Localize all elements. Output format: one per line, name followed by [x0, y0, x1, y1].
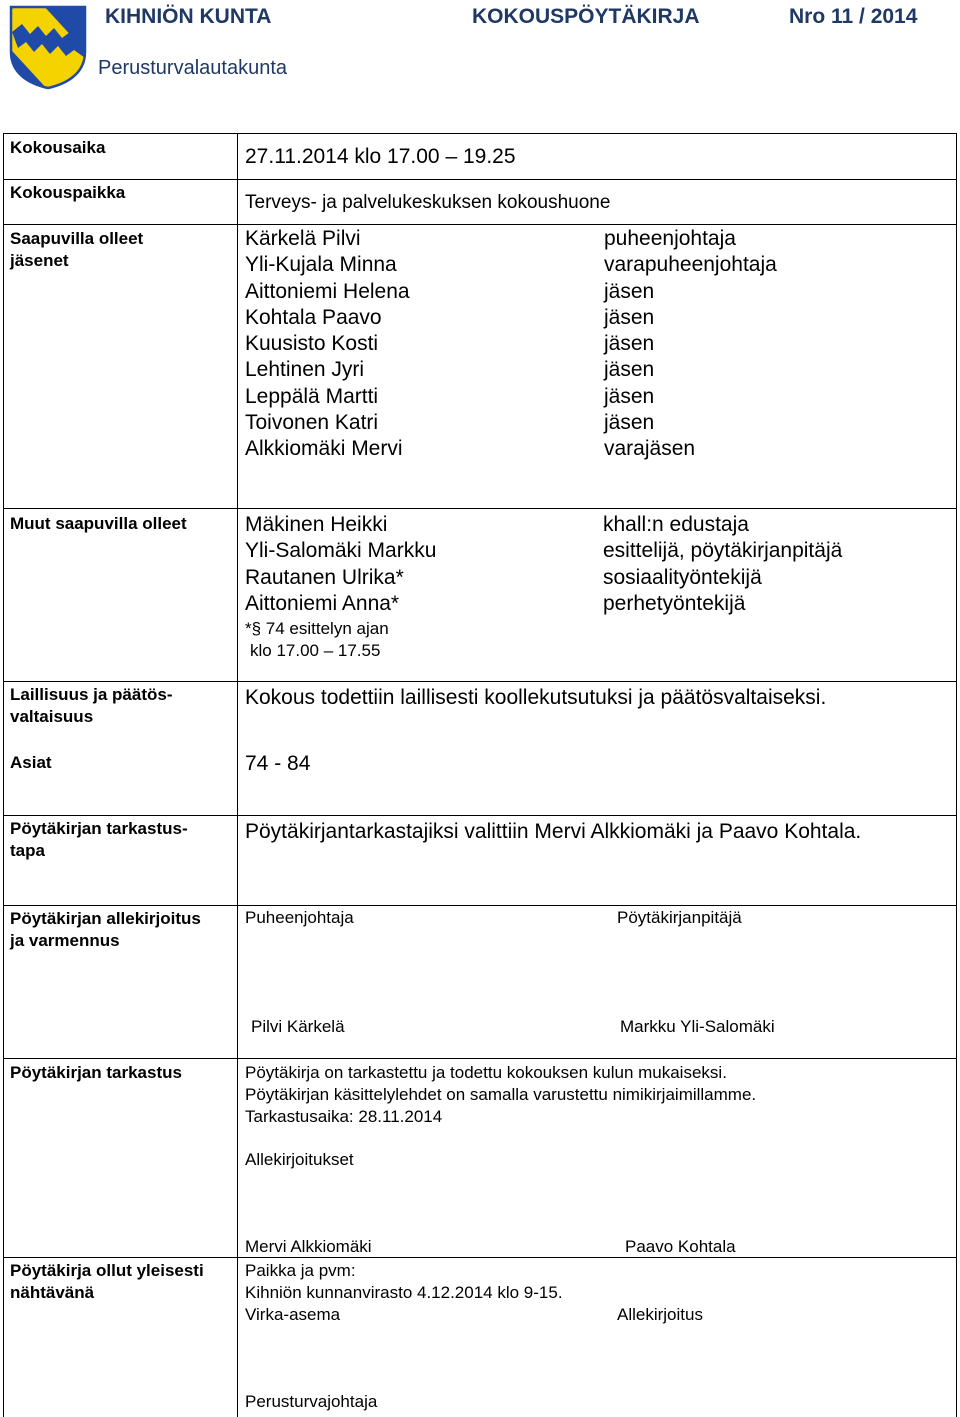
- items-value: 74 - 84: [245, 752, 311, 775]
- review-method-value: Pöytäkirjantarkastajiksi valittiin Mervi Alkkiomäki ja Paavo Kohtala.: [245, 820, 862, 843]
- review-label: Pöytäkirjan tarkastus: [10, 1063, 182, 1082]
- meeting-place-value: Terveys- ja palvelukeskuksen kokoushuone: [245, 192, 611, 213]
- place-date-value: Kihniön kunnanvirasto 4.12.2014 klo 9-15.: [245, 1283, 563, 1302]
- signer-1: Mervi Alkkiomäki: [245, 1237, 372, 1256]
- position-label: Virka-asema: [245, 1305, 341, 1324]
- list-item: jäsen: [604, 332, 655, 356]
- list-item: perhetyöntekijä: [603, 591, 746, 615]
- list-item: Alkkiomäki Mervi: [245, 437, 403, 461]
- chair-title: Puheenjohtaja: [245, 908, 354, 927]
- list-item: Kuusisto Kosti: [245, 332, 379, 356]
- list-item: Toivonen Katri: [245, 411, 379, 435]
- document-type: KOKOUSPÖYTÄKIRJA: [472, 5, 700, 28]
- position-value: Perusturvajohtaja: [245, 1392, 378, 1411]
- signer-2: Paavo Kohtala: [625, 1237, 736, 1256]
- list-item: esittelijä, pöytäkirjanpitäjä: [603, 539, 843, 563]
- list-item: varajäsen: [604, 437, 696, 461]
- members-label: Saapuvilla olleet jäsenet: [10, 229, 144, 270]
- items-label: Asiat: [10, 753, 52, 772]
- signing-label: Pöytäkirjan allekirjoitus ja varmennus: [10, 909, 201, 950]
- secretary-title: Pöytäkirjanpitäjä: [617, 908, 742, 927]
- list-item: Kärkelä Pilvi: [245, 227, 361, 250]
- secretary-name: Markku Yli-Salomäki: [620, 1017, 775, 1036]
- coat-of-arms-icon: [8, 4, 88, 90]
- meeting-time-value: 27.11.2014 klo 17.00 – 19.25: [245, 145, 516, 168]
- list-item: puheenjohtaja: [604, 227, 736, 250]
- list-item: sosiaalityöntekijä: [603, 565, 762, 589]
- public-display-label: Pöytäkirja ollut yleisesti nähtävänä: [10, 1261, 204, 1302]
- chair-name: Pilvi Kärkelä: [251, 1017, 345, 1036]
- list-item: Mäkinen Heikki: [245, 513, 388, 536]
- list-item: Rautanen Ulrika*: [245, 565, 404, 589]
- list-item: jäsen: [604, 305, 655, 329]
- others-label: Muut saapuvilla olleet: [10, 514, 187, 533]
- legality-value: Kokous todettiin laillisesti koollekutsutuksi ja päätösvaltaiseksi.: [245, 686, 827, 709]
- review-text: Pöytäkirja on tarkastettu ja todettu kokouksen kulun mukaiseksi. Pöytäkirjan käsittelylehdet on samalla varustettu nimikirjaimillamme. Tarkastusaika: 28.11.2014: [245, 1063, 757, 1126]
- list-item: Aittoniemi Anna*: [245, 591, 400, 615]
- list-item: khall:n edustaja: [603, 513, 749, 536]
- legality-label: Laillisuus ja päätös- valtaisuus: [10, 685, 173, 726]
- other-names: [245, 512, 436, 617]
- list-item: jäsen: [604, 384, 655, 408]
- other-roles: [603, 512, 842, 617]
- review-method-label: Pöytäkirjan tarkastus- tapa: [10, 819, 188, 860]
- municipality-name: KIHNIÖN KUNTA: [105, 5, 272, 28]
- signature-label: Allekirjoitus: [617, 1305, 703, 1324]
- meeting-place-label: Kokouspaikka: [10, 183, 126, 202]
- signatures-label: Allekirjoitukset: [245, 1150, 354, 1169]
- meeting-time-label: Kokousaika: [10, 138, 106, 157]
- list-item: Aittoniemi Helena: [245, 279, 410, 303]
- list-item: varapuheenjohtaja: [604, 253, 777, 277]
- list-item: jäsen: [604, 411, 655, 435]
- place-date-label: Paikka ja pvm:: [245, 1261, 356, 1280]
- list-item: Yli-Kujala Minna: [245, 253, 397, 277]
- list-item: Lehtinen Jyri: [245, 358, 365, 382]
- list-item: Yli-Salomäki Markku: [245, 539, 437, 563]
- others-note: *§ 74 esittelyn ajan klo 17.00 – 17.55: [245, 619, 389, 660]
- list-item: jäsen: [604, 279, 655, 303]
- member-names: [245, 226, 410, 463]
- list-item: jäsen: [604, 358, 655, 382]
- member-roles: [604, 226, 777, 463]
- document-number: Nro 11 / 2014: [789, 5, 918, 28]
- list-item: Kohtala Paavo: [245, 305, 382, 329]
- list-item: Leppälä Martti: [245, 384, 379, 408]
- board-name: Perusturvalautakunta: [98, 57, 288, 79]
